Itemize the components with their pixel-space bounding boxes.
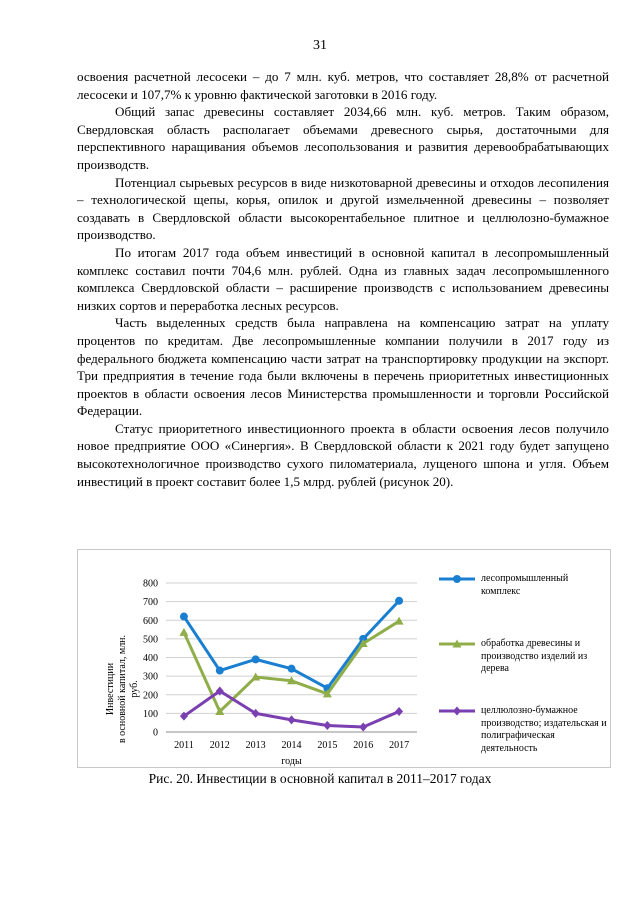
text-line: Российской Федерации. [77,385,609,419]
text-line: Свердловская область располагает объемами древесного сырья, достаточными для [77,121,609,137]
paragraph-5 [77,314,609,420]
text-line: расширение производств с использованием древесины низких сортов [77,280,609,313]
y-tick-label: 200 [143,690,158,702]
x-tick-label: 2013 [245,740,266,751]
text-line: пиломатериала, лущеного шпона и угля. Объем инвестиций в проект составит [77,456,609,489]
y-tick-label: 500 [143,634,158,646]
legend-marker [453,575,461,583]
y-axis-title-line: в основной капитал, млн. руб. [117,634,140,744]
text-line: и переработка лесных ресурсов. [159,297,339,313]
x-tick-label: 2012 [209,740,230,751]
data-point [179,628,188,636]
text-line: в лесопромышленный комплекс составил почти 704,6 млн. рублей. Одна [77,244,609,278]
text-line: в области освоения лесов Министерства промышленности и торговли [132,385,540,401]
paragraph-6 [77,420,609,490]
legend-label: обработка древесины и производство изделий из дерева [481,638,588,674]
data-point [288,665,296,673]
text-line: Часть выделенных средств была направлена на компенсацию затрат [115,315,540,331]
legend-swatch [437,573,477,585]
data-point [180,613,188,621]
y-tick-label: 600 [143,615,158,627]
text-body [77,68,609,490]
text-line: к 2021 году будет запущено высокотехнологичное производство сухого [77,438,609,472]
legend-label: лесопромышленный комплекс [481,573,569,597]
text-line: в 2017 году из федерального бюджета компенсацию части затрат [77,332,609,366]
paragraph-4 [77,244,609,314]
y-tick-label: 400 [143,653,158,664]
y-tick-label: 0 [153,727,158,739]
text-line: более 1,5 млрд. рублей (рисунок 20). [249,473,454,489]
legend-swatch [437,638,477,650]
data-point [288,715,296,724]
text-line: По итогам 2017 года объем инвестиций в основной капитал [115,244,476,260]
text-line: на транспортировку продукции на экспорт. Три предприятия в течение года были [77,350,610,384]
text-line: на уплату процентов по кредитам. Две лесопромышленные компании получили [77,315,609,348]
text-line: получило новое предприятие ООО «Синергия». В Свердловской области [77,420,609,454]
series-line [184,601,399,688]
text-line: расчетной лесосеки и 107,7% к уровню фактической заготовки в 2016 году. [77,69,609,102]
paragraph-1 [77,68,609,103]
x-axis-title: годы [281,756,302,767]
text-line: Потенциал сырьевых ресурсов в виде низкотоварной древесины и отходов [115,174,534,190]
x-tick-label: 2015 [317,740,338,751]
text-line: и развития деревообрабатывающих производств. [77,139,609,172]
x-tick-label: 2016 [353,740,374,751]
data-point [252,655,260,663]
y-tick-label: 100 [143,708,158,720]
text-line: лесопиления – технологической щепы, корья, опилок и другой измельченной [77,174,609,208]
figure-caption: Рис. 20. Инвестиции в основной капитал в 2011–2017 годах [148,771,492,786]
data-point [216,667,224,675]
data-point [323,721,331,730]
investment-chart [77,549,611,768]
y-tick-label: 300 [143,671,158,683]
x-tick-label: 2014 [281,740,302,751]
x-tick-label: 2011 [174,740,194,751]
y-axis-title [105,629,140,749]
text-line: Общий запас древесины составляет 2034,66 млн. куб. метров. Таким образом, [115,104,609,120]
legend-swatch [437,705,477,717]
paragraph-3 [77,174,609,244]
page-number: 31 [313,38,327,53]
text-line: включены в перечень приоритетных инвестиционных проектов [77,368,609,401]
text-line: древесины – позволяет создавать в Свердловской области высокорентабельное [77,192,610,225]
text-line: перспективного наращивания объемов лесопользования [77,139,399,155]
data-point [395,597,403,605]
text-line: плитное и целлюлозно-бумажное производство. [77,209,609,243]
y-tick-label: 800 [143,578,158,590]
y-tick-label: 700 [143,597,158,609]
text-line: Статус приоритетного инвестиционного проекта в области освоения лесов [115,420,551,436]
x-tick-label: 2017 [389,740,410,751]
text-line: из главных задач лесопромышленного комплекса Свердловской области – [77,262,609,296]
legend-marker [453,707,461,716]
data-point [395,707,403,716]
text-line: освоения расчетной лесосеки – до 7 млн. куб. метров, что составляет 28,8% от [77,69,547,84]
paragraph-2 [77,103,609,173]
legend-label: целлюлозно-бумажное производство; издательская и полиграфическая деятельность [481,705,607,754]
y-axis-title-line: Инвестиции [105,662,116,716]
data-point [359,722,367,731]
